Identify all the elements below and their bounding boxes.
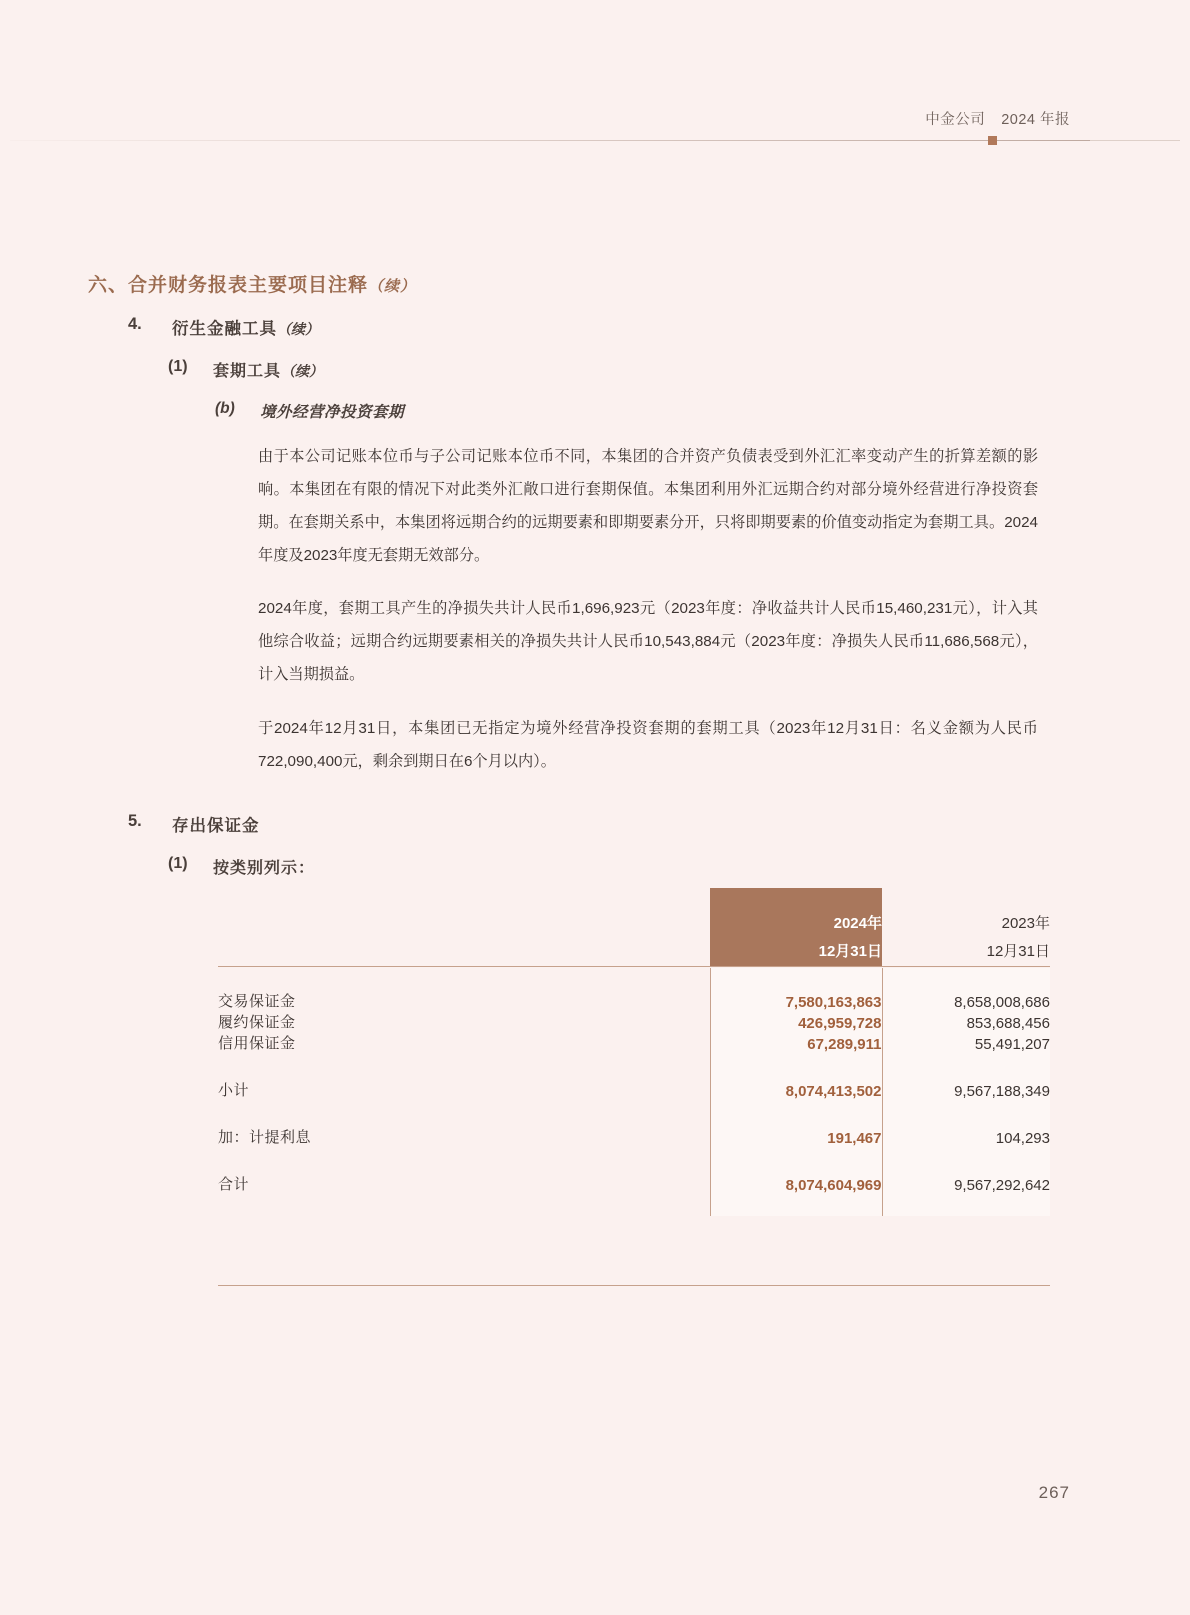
table-row-interest — [218, 1126, 1050, 1147]
spacer-2024 — [710, 1053, 882, 1079]
spacer-2023 — [882, 968, 1050, 990]
interest-label: 加：计提利息 — [218, 1128, 312, 1146]
header-2023-cell — [882, 888, 1050, 966]
table-row-total — [218, 1173, 1050, 1194]
item-5-heading — [128, 812, 260, 836]
subtotal-value-2024: 8,074,413,502 — [710, 1079, 882, 1100]
spacer-2023 — [882, 1053, 1050, 1079]
row-label: 信用保证金 — [218, 1034, 296, 1052]
header-label-cell — [218, 888, 710, 966]
table-row — [218, 1032, 1050, 1053]
paragraph-2: 2024年度，套期工具产生的净损失共计人民币1,696,923元（2023年度：净收益共计人民币15,460,231元），计入其他综合收益；远期合约远期要素相关的净损失共计人民币10,543,884元（2023年度：净损失人民币11,686,568元），计入当期损益。 — [258, 600, 1038, 683]
item-5-label: 存出保证金 — [172, 817, 260, 835]
row-value-2023: 8,658,008,686 — [882, 990, 1050, 1011]
header-divider-right — [1090, 140, 1180, 141]
spacer-label — [218, 1053, 710, 1079]
header-2023-year: 2023年 — [1001, 914, 1050, 932]
paragraph-1: 由于本公司记账本位币与子公司记账本位币不同，本集团的合并资产负债表受到外汇汇率变动产生的折算差额的影响。本集团在有限的情况下对此类外汇敞口进行套期保值。本集团利用外汇远期合约对部分境外经营进行净投资套期。在套期关系中，本集团将远期合约的远期要素和即期要素分开，只将即期要素的价值变动指定为套期工具。2024年度及2023年度无套期无效部分。 — [258, 448, 1038, 564]
header-company: 中金公司 — [925, 112, 986, 128]
table-spacer — [218, 1100, 1050, 1126]
section-heading-cont: （续） — [368, 278, 417, 295]
table-spacer — [218, 1194, 1050, 1216]
table-bottom-rule — [218, 1285, 1050, 1286]
item-5-1-label: 按类别列示： — [213, 860, 316, 877]
item-4-1-b-heading — [215, 400, 404, 422]
spacer-2023 — [882, 1147, 1050, 1173]
table-spacer — [218, 968, 1050, 990]
deposits-table — [218, 888, 1050, 1216]
item-4-number: 4. — [128, 315, 142, 333]
spacer-2024 — [710, 1147, 882, 1173]
item-4-cont: （续） — [277, 321, 319, 337]
header-report: 2024 年报 — [1001, 112, 1070, 128]
item-5-number: 5. — [128, 812, 142, 830]
table-row — [218, 990, 1050, 1011]
header-2023-date: 12月31日 — [986, 942, 1050, 960]
interest-value-2024: 191,467 — [710, 1126, 882, 1147]
table-spacer — [218, 1053, 1050, 1079]
total-label: 合计 — [218, 1175, 250, 1193]
item-4-heading — [128, 315, 319, 339]
spacer-label — [218, 968, 710, 990]
spacer-label — [218, 1100, 710, 1126]
table-header-row — [218, 888, 1050, 966]
page-number: 267 — [1038, 1483, 1070, 1502]
item-4-1-number: (1) — [168, 358, 188, 375]
row-value-2024: 67,289,911 — [710, 1032, 882, 1053]
item-4-1-label: 套期工具 — [213, 363, 282, 380]
item-4-1-cont: （续） — [281, 363, 324, 379]
header-square-marker — [988, 136, 997, 145]
header-divider — [10, 140, 1090, 141]
item-5-1-number: (1) — [168, 855, 188, 872]
spacer-label — [218, 1147, 710, 1173]
header-2024-year: 2024年 — [833, 914, 882, 932]
row-value-2024: 426,959,728 — [710, 1011, 882, 1032]
table-row — [218, 1011, 1050, 1032]
total-value-2023: 9,567,292,642 — [882, 1173, 1050, 1194]
subtotal-value-2023: 9,567,188,349 — [882, 1079, 1050, 1100]
interest-value-2023: 104,293 — [882, 1126, 1050, 1147]
table-spacer — [218, 1147, 1050, 1173]
item-4-label: 衍生金融工具 — [172, 320, 277, 338]
spacer-label — [218, 1194, 710, 1216]
row-label: 履约保证金 — [218, 1013, 296, 1031]
spacer-2023 — [882, 1100, 1050, 1126]
header-text — [925, 108, 1070, 129]
header-2024-cell — [710, 888, 882, 966]
subtotal-label: 小计 — [218, 1081, 250, 1099]
item-4-1-heading — [168, 358, 323, 381]
total-value-2024: 8,074,604,969 — [710, 1173, 882, 1194]
row-value-2023: 55,491,207 — [882, 1032, 1050, 1053]
row-label: 交易保证金 — [218, 992, 296, 1010]
spacer-2024 — [710, 968, 882, 990]
table-row-subtotal — [218, 1079, 1050, 1100]
page-header — [0, 108, 1190, 148]
item-4-1-b-label: 境外经营净投资套期 — [260, 404, 405, 421]
spacer-2023 — [882, 1194, 1050, 1216]
row-value-2024: 7,580,163,863 — [710, 990, 882, 1011]
item-4-1-b-number: (b) — [215, 400, 235, 417]
item-5-1-heading — [168, 855, 315, 878]
spacer-2024 — [710, 1194, 882, 1216]
section-heading — [88, 270, 416, 297]
paragraph-3: 于2024年12月31日，本集团已无指定为境外经营净投资套期的套期工具（2023年12月31日：名义金额为人民币722,090,400元，剩余到期日在6个月以内）。 — [258, 720, 1038, 770]
section-heading-text: 六、合并财务报表主要项目注释 — [88, 275, 369, 296]
spacer-2024 — [710, 1100, 882, 1126]
header-2024-date: 12月31日 — [818, 942, 882, 960]
row-value-2023: 853,688,456 — [882, 1011, 1050, 1032]
